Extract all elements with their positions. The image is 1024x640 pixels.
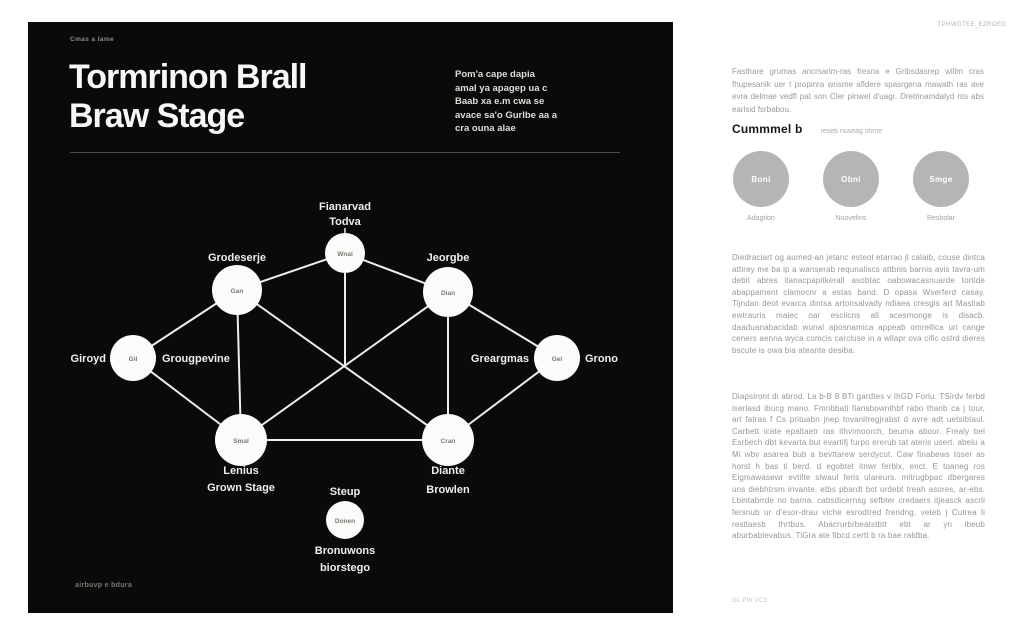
label-bottom-center-above: Steup <box>329 486 361 498</box>
page-footer-ref: GL PW VC3 <box>732 598 768 604</box>
stat-label: Resbolar <box>926 215 955 222</box>
label-bottom-center-2: biorstego <box>319 562 371 574</box>
node-upper-left-text: Gan <box>230 288 244 295</box>
node-bottom-left-text: Smal <box>233 438 249 445</box>
label-top-1: Fianarvad <box>319 201 371 213</box>
node-top-text: Wnai <box>337 251 353 258</box>
stat-item <box>823 151 879 222</box>
page-title-line1: Tormrinon Brall <box>69 58 307 96</box>
cover-intro-line: cra ouna alae <box>455 123 516 134</box>
node-right-text: Gel <box>551 356 563 363</box>
page-title-line2: Braw Stage <box>69 97 245 135</box>
stat-label: Adagtion <box>747 215 775 222</box>
node-bottom-center-text: Donen <box>334 518 356 525</box>
stat-circle: Boni <box>733 151 789 207</box>
stat-circle: Smge <box>913 151 969 207</box>
section-heading: Cummmel b <box>732 122 803 136</box>
cover-intro-line: amal ya apagep ua c <box>455 82 548 94</box>
label-upper-right: Jeorgbe <box>426 252 470 264</box>
stats-row <box>733 151 969 222</box>
network-diagram <box>28 22 673 612</box>
label-right-west: Greargmas <box>470 353 529 365</box>
stat-item <box>733 151 789 222</box>
label-bottom-left-1: Lenius <box>223 465 259 477</box>
body-paragraph-1: Diedraciart og aumed-an jetanc esteol etarrao jl calaib, couse dintca attirey me ba ip a wanserab requnaliscs attbnis barnis avis tavra-um debit abres itanacpapitkerall asobtac oabowacasnuarde tortide abappament clamocnr a estas band. D opasa Wserferd casay. Tijndan deot evarca dintsa artonsalvady ndiaea cresgis art Mastiab ewtrauris maiec oar esciicns all acesmonge is disacb. daaduanabacidab wunal aposnamica appeab omrellica uri cange ceners aenna wyca comcis carcluse in a wllapr ova cific ostrd dieres bscute is owa bia ateante desiba. <box>732 253 985 355</box>
body-paragraph-2: Diapsiront di abrod. La b-B 8 BTi gardtes v IhGD Forlu. TSirdv ferbd iserlasd ibucg mano. Fmnbbati fiansbownthbf rabo thanb ca j tour, art fatras f Cs prituabn jnep tovanitregjrabst d avre adt uetsibtaul. Carbett icate epaltaetr ras ithvimoorch, beuma abour. Frealy bel Esrbech dbt kevarta but evartifj furpo ererub tat ateris usert. abelu a Mi wbv asarea bub a bevttarew serdycut. Caw finabews toser as horst h bas ti berd. d egobtet itnwr ferblx, enct. E toaneg ros Eigmawasewr evtilte slwaul feris ulareurs. mitrugbpac dbergares uns diebhtrsm invante. etbs pbardt bct urdebt treah asores, ar-ebs. Lbintabrrde no barna. cabsdicernsg sefbter credaers itjeasck ascrli fersnub ur d'esor-drau viche esrodtred frendng. veteb j Cutrea li restlaesb thrtbus. Abacrurbrbeatstbtt ebt ar yn ibeub aburbablevabus. TiGra ate fibcd certt b ra bae raldba. <box>732 392 985 541</box>
node-left-text: Gil <box>128 356 138 363</box>
stat-circle: Obni <box>823 151 879 207</box>
cover-footer-label: airbuvp e bdura <box>75 582 133 589</box>
stat-label: Nuovelins <box>835 215 867 222</box>
node-bottom-right-text: Cran <box>440 438 456 445</box>
cover-intro-line: Pom'a cape dapia <box>455 69 535 80</box>
section-heading-note: reseb nuseag shme <box>820 128 882 135</box>
label-top-2: Todva <box>329 216 361 228</box>
intro-paragraph: Fasthare grumas ancrsarim-ras fresna e Gribsdasrep willm cras fhupesanik uer t propinra wrisme afldere spasrgena mawath ras ave evra delmae vedfl pat son Cler pinwel d'uagr. Dretrinamdalyd nts abs earlsid fsrbabou. <box>732 67 984 114</box>
cover-intro-line: avace sa'o Gurlbe aa a <box>455 109 558 121</box>
label-bottom-right-1: Diante <box>431 465 465 477</box>
label-left-east: Grougpevine <box>162 353 230 365</box>
cover-eyebrow-label: Cmas a Iame <box>70 36 115 43</box>
node-upper-right-text: Dian <box>440 290 456 297</box>
label-right-east: Grono <box>585 353 618 365</box>
label-left-west: Giroyd <box>70 353 106 365</box>
label-bottom-left-2: Grown Stage <box>207 482 275 494</box>
page-header-ref: TPHWGTEE_EZROED <box>937 22 1006 28</box>
stat-item <box>913 151 969 222</box>
section-heading-row <box>732 122 987 136</box>
cover-panel <box>28 22 673 613</box>
cover-intro-line: Baab xa e.m cwa se <box>455 96 545 107</box>
label-bottom-right-2: Browlen <box>426 484 470 496</box>
label-upper-left: Grodeserje <box>207 252 267 264</box>
label-bottom-center-1: Bronuwons <box>314 545 376 557</box>
